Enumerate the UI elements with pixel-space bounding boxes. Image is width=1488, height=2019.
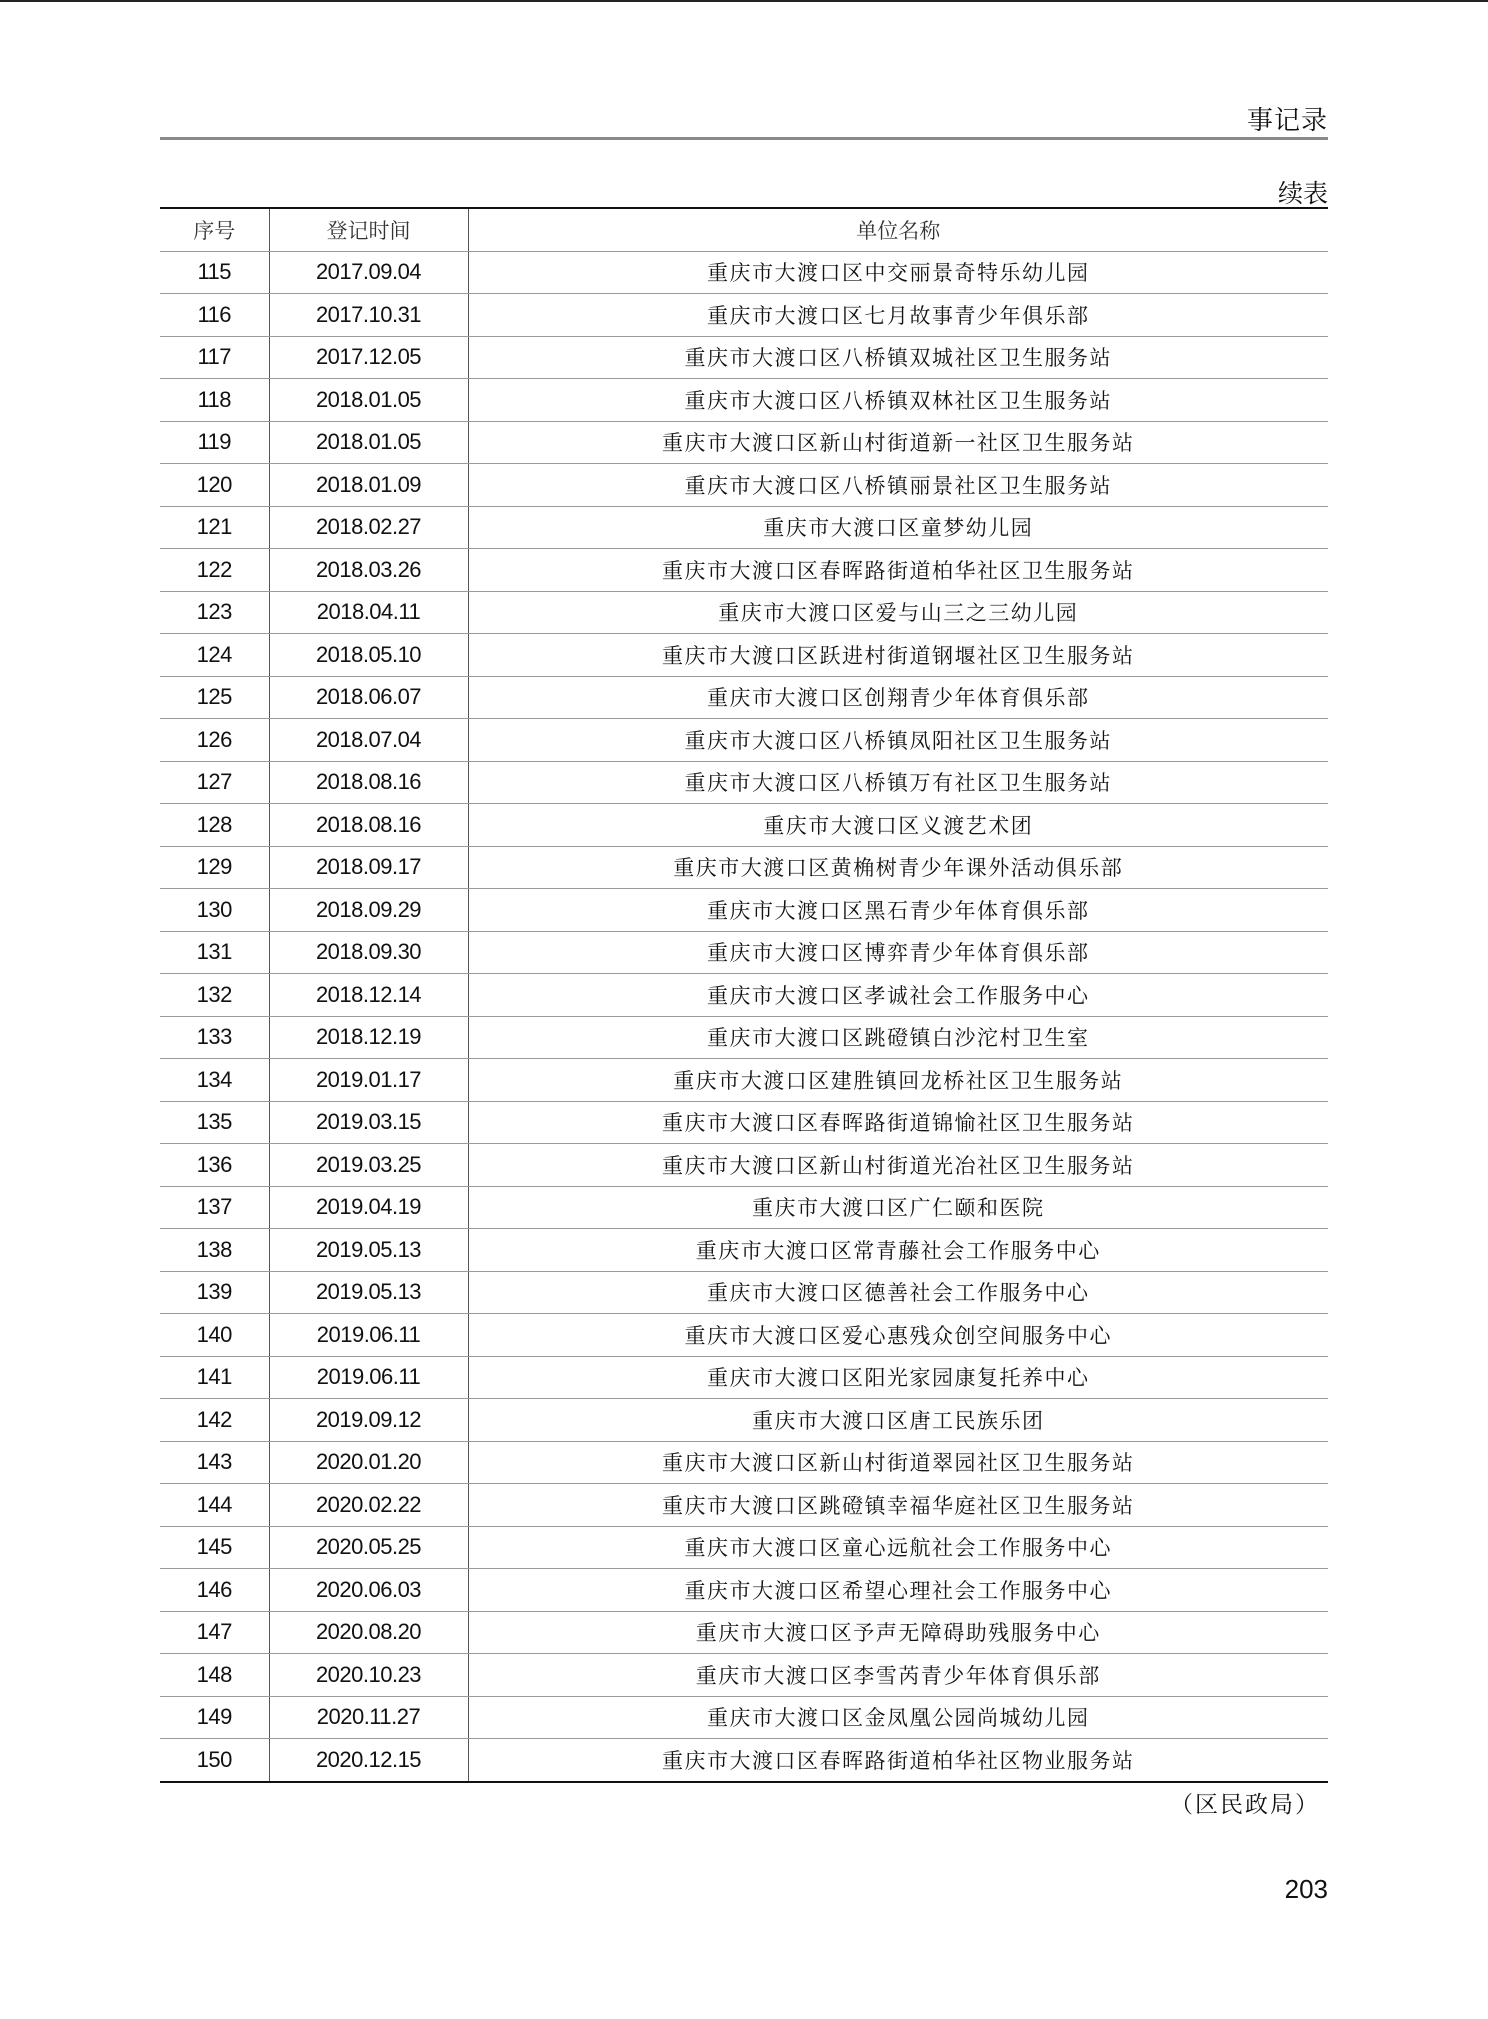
serial-number-cell: 139 [160, 1271, 269, 1314]
table-body [160, 251, 1328, 1782]
table-row [160, 889, 1328, 932]
serial-number-cell: 121 [160, 506, 269, 549]
header-registration-date: 登记时间 [269, 208, 468, 251]
registration-date-cell: 2018.01.09 [269, 464, 468, 507]
table-row [160, 1271, 1328, 1314]
registration-date-cell: 2019.06.11 [269, 1314, 468, 1357]
serial-number-cell: 148 [160, 1654, 269, 1697]
serial-number-cell: 131 [160, 931, 269, 974]
organization-name-cell: 重庆市大渡口区新山村街道新一社区卫生服务站 [468, 421, 1328, 464]
header-organization-name: 单位名称 [468, 208, 1328, 251]
table-row [160, 634, 1328, 677]
organization-name-cell: 重庆市大渡口区李雪芮青少年体育俱乐部 [468, 1654, 1328, 1697]
table-row [160, 804, 1328, 847]
table-row [160, 1186, 1328, 1229]
organization-name-cell: 重庆市大渡口区黄桷树青少年课外活动俱乐部 [468, 846, 1328, 889]
table-row [160, 1059, 1328, 1102]
serial-number-cell: 129 [160, 846, 269, 889]
registration-date-cell: 2018.07.04 [269, 719, 468, 762]
organization-name-cell: 重庆市大渡口区中交丽景奇特乐幼儿园 [468, 251, 1328, 294]
organization-name-cell: 重庆市大渡口区春晖路街道锦愉社区卫生服务站 [468, 1101, 1328, 1144]
organization-name-cell: 重庆市大渡口区德善社会工作服务中心 [468, 1271, 1328, 1314]
table-row [160, 676, 1328, 719]
registration-date-cell: 2020.08.20 [269, 1611, 468, 1654]
organization-name-cell: 重庆市大渡口区黑石青少年体育俱乐部 [468, 889, 1328, 932]
serial-number-cell: 116 [160, 294, 269, 337]
serial-number-cell: 140 [160, 1314, 269, 1357]
registration-date-cell: 2018.12.19 [269, 1016, 468, 1059]
table-row [160, 1144, 1328, 1187]
registration-date-cell: 2019.01.17 [269, 1059, 468, 1102]
organization-name-cell: 重庆市大渡口区八桥镇双城社区卫生服务站 [468, 336, 1328, 379]
table-header-row [160, 208, 1328, 251]
registration-date-cell: 2018.09.30 [269, 931, 468, 974]
organization-name-cell: 重庆市大渡口区跳磴镇幸福华庭社区卫生服务站 [468, 1484, 1328, 1527]
organization-name-cell: 重庆市大渡口区八桥镇万有社区卫生服务站 [468, 761, 1328, 804]
registration-date-cell: 2018.12.14 [269, 974, 468, 1017]
serial-number-cell: 136 [160, 1144, 269, 1187]
serial-number-cell: 133 [160, 1016, 269, 1059]
running-header: 事记录 [1246, 106, 1328, 136]
organization-name-cell: 重庆市大渡口区童梦幼儿园 [468, 506, 1328, 549]
serial-number-cell: 115 [160, 251, 269, 294]
organization-name-cell: 重庆市大渡口区广仁颐和医院 [468, 1186, 1328, 1229]
registration-date-cell: 2020.11.27 [269, 1696, 468, 1739]
registration-date-cell: 2019.04.19 [269, 1186, 468, 1229]
registration-date-cell: 2018.09.17 [269, 846, 468, 889]
table-row [160, 931, 1328, 974]
registration-date-cell: 2020.05.25 [269, 1526, 468, 1569]
organization-name-cell: 重庆市大渡口区希望心理社会工作服务中心 [468, 1569, 1328, 1612]
table-row [160, 421, 1328, 464]
organization-name-cell: 重庆市大渡口区孝诚社会工作服务中心 [468, 974, 1328, 1017]
table-row [160, 1399, 1328, 1442]
organization-name-cell: 重庆市大渡口区阳光家园康复托养中心 [468, 1356, 1328, 1399]
serial-number-cell: 119 [160, 421, 269, 464]
organization-name-cell: 重庆市大渡口区七月故事青少年俱乐部 [468, 294, 1328, 337]
serial-number-cell: 150 [160, 1739, 269, 1782]
registration-date-cell: 2020.10.23 [269, 1654, 468, 1697]
table-row [160, 1314, 1328, 1357]
table-row [160, 1101, 1328, 1144]
registration-date-cell: 2018.05.10 [269, 634, 468, 677]
table-row [160, 549, 1328, 592]
serial-number-cell: 117 [160, 336, 269, 379]
organization-name-cell: 重庆市大渡口区义渡艺术团 [468, 804, 1328, 847]
serial-number-cell: 125 [160, 676, 269, 719]
table-row [160, 1229, 1328, 1272]
serial-number-cell: 149 [160, 1696, 269, 1739]
page-number: 203 [1284, 1874, 1328, 1904]
registration-date-cell: 2018.03.26 [269, 549, 468, 592]
organization-name-cell: 重庆市大渡口区跃进村街道钢堰社区卫生服务站 [468, 634, 1328, 677]
organization-name-cell: 重庆市大渡口区八桥镇凤阳社区卫生服务站 [468, 719, 1328, 762]
table-row [160, 1611, 1328, 1654]
registration-date-cell: 2020.06.03 [269, 1569, 468, 1612]
organization-name-cell: 重庆市大渡口区建胜镇回龙桥社区卫生服务站 [468, 1059, 1328, 1102]
registration-date-cell: 2018.08.16 [269, 761, 468, 804]
serial-number-cell: 120 [160, 464, 269, 507]
serial-number-cell: 135 [160, 1101, 269, 1144]
registration-date-cell: 2017.09.04 [269, 251, 468, 294]
organization-name-cell: 重庆市大渡口区八桥镇双林社区卫生服务站 [468, 379, 1328, 422]
serial-number-cell: 126 [160, 719, 269, 762]
registration-date-cell: 2018.06.07 [269, 676, 468, 719]
registration-date-cell: 2017.12.05 [269, 336, 468, 379]
serial-number-cell: 145 [160, 1526, 269, 1569]
organization-name-cell: 重庆市大渡口区唐工民族乐团 [468, 1399, 1328, 1442]
table-row [160, 846, 1328, 889]
organization-name-cell: 重庆市大渡口区爱心惠残众创空间服务中心 [468, 1314, 1328, 1357]
table-row [160, 1739, 1328, 1782]
table-row [160, 719, 1328, 762]
serial-number-cell: 146 [160, 1569, 269, 1612]
table-row [160, 591, 1328, 634]
serial-number-cell: 143 [160, 1441, 269, 1484]
table-row [160, 1484, 1328, 1527]
table-row [160, 379, 1328, 422]
table-row [160, 1016, 1328, 1059]
registration-date-cell: 2020.02.22 [269, 1484, 468, 1527]
table-row [160, 1526, 1328, 1569]
serial-number-cell: 142 [160, 1399, 269, 1442]
registration-date-cell: 2018.04.11 [269, 591, 468, 634]
registration-date-cell: 2019.06.11 [269, 1356, 468, 1399]
registration-date-cell: 2019.03.15 [269, 1101, 468, 1144]
serial-number-cell: 147 [160, 1611, 269, 1654]
organization-name-cell: 重庆市大渡口区金凤凰公园尚城幼儿园 [468, 1696, 1328, 1739]
serial-number-cell: 132 [160, 974, 269, 1017]
table-row [160, 464, 1328, 507]
organization-name-cell: 重庆市大渡口区新山村街道光冶社区卫生服务站 [468, 1144, 1328, 1187]
table-row [160, 506, 1328, 549]
registration-date-cell: 2018.02.27 [269, 506, 468, 549]
serial-number-cell: 123 [160, 591, 269, 634]
organization-name-cell: 重庆市大渡口区春晖路街道柏华社区卫生服务站 [468, 549, 1328, 592]
source-note: （区民政局） [1170, 1792, 1320, 1818]
registration-date-cell: 2017.10.31 [269, 294, 468, 337]
organization-name-cell: 重庆市大渡口区予声无障碍助残服务中心 [468, 1611, 1328, 1654]
serial-number-cell: 118 [160, 379, 269, 422]
registration-date-cell: 2018.09.29 [269, 889, 468, 932]
table-row [160, 1569, 1328, 1612]
table-row [160, 1441, 1328, 1484]
continued-label: 续表 [1277, 179, 1328, 208]
registration-date-cell: 2018.01.05 [269, 421, 468, 464]
registration-date-cell: 2020.12.15 [269, 1739, 468, 1782]
registration-table [160, 207, 1328, 1783]
table-row [160, 974, 1328, 1017]
table-row [160, 1356, 1328, 1399]
registration-date-cell: 2019.03.25 [269, 1144, 468, 1187]
registration-date-cell: 2020.01.20 [269, 1441, 468, 1484]
serial-number-cell: 122 [160, 549, 269, 592]
table-row [160, 251, 1328, 294]
table-row [160, 1696, 1328, 1739]
serial-number-cell: 144 [160, 1484, 269, 1527]
organization-name-cell: 重庆市大渡口区新山村街道翠园社区卫生服务站 [468, 1441, 1328, 1484]
organization-name-cell: 重庆市大渡口区常青藤社会工作服务中心 [468, 1229, 1328, 1272]
serial-number-cell: 138 [160, 1229, 269, 1272]
organization-name-cell: 重庆市大渡口区博弈青少年体育俱乐部 [468, 931, 1328, 974]
organization-name-cell: 重庆市大渡口区爱与山三之三幼儿园 [468, 591, 1328, 634]
table-row [160, 761, 1328, 804]
serial-number-cell: 127 [160, 761, 269, 804]
organization-name-cell: 重庆市大渡口区创翔青少年体育俱乐部 [468, 676, 1328, 719]
organization-name-cell: 重庆市大渡口区春晖路街道柏华社区物业服务站 [662, 1748, 1135, 1773]
registration-date-cell: 2019.09.12 [269, 1399, 468, 1442]
organization-name-cell: 重庆市大渡口区跳磴镇白沙沱村卫生室 [468, 1016, 1328, 1059]
header-rule [160, 137, 1328, 140]
table-row [160, 336, 1328, 379]
organization-name-cell: 重庆市大渡口区八桥镇丽景社区卫生服务站 [468, 464, 1328, 507]
organization-name-cell: 重庆市大渡口区童心远航社会工作服务中心 [468, 1526, 1328, 1569]
header-serial-number: 序号 [160, 208, 269, 251]
registration-date-cell: 2019.05.13 [269, 1271, 468, 1314]
registration-date-cell: 2018.01.05 [269, 379, 468, 422]
serial-number-cell: 124 [160, 634, 269, 677]
serial-number-cell: 128 [160, 804, 269, 847]
serial-number-cell: 134 [160, 1059, 269, 1102]
table-row [160, 294, 1328, 337]
registration-date-cell: 2019.05.13 [269, 1229, 468, 1272]
table-row [160, 1654, 1328, 1697]
serial-number-cell: 130 [160, 889, 269, 932]
page-top-border [0, 0, 1488, 2]
serial-number-cell: 141 [160, 1356, 269, 1399]
serial-number-cell: 137 [160, 1186, 269, 1229]
registration-date-cell: 2018.08.16 [269, 804, 468, 847]
